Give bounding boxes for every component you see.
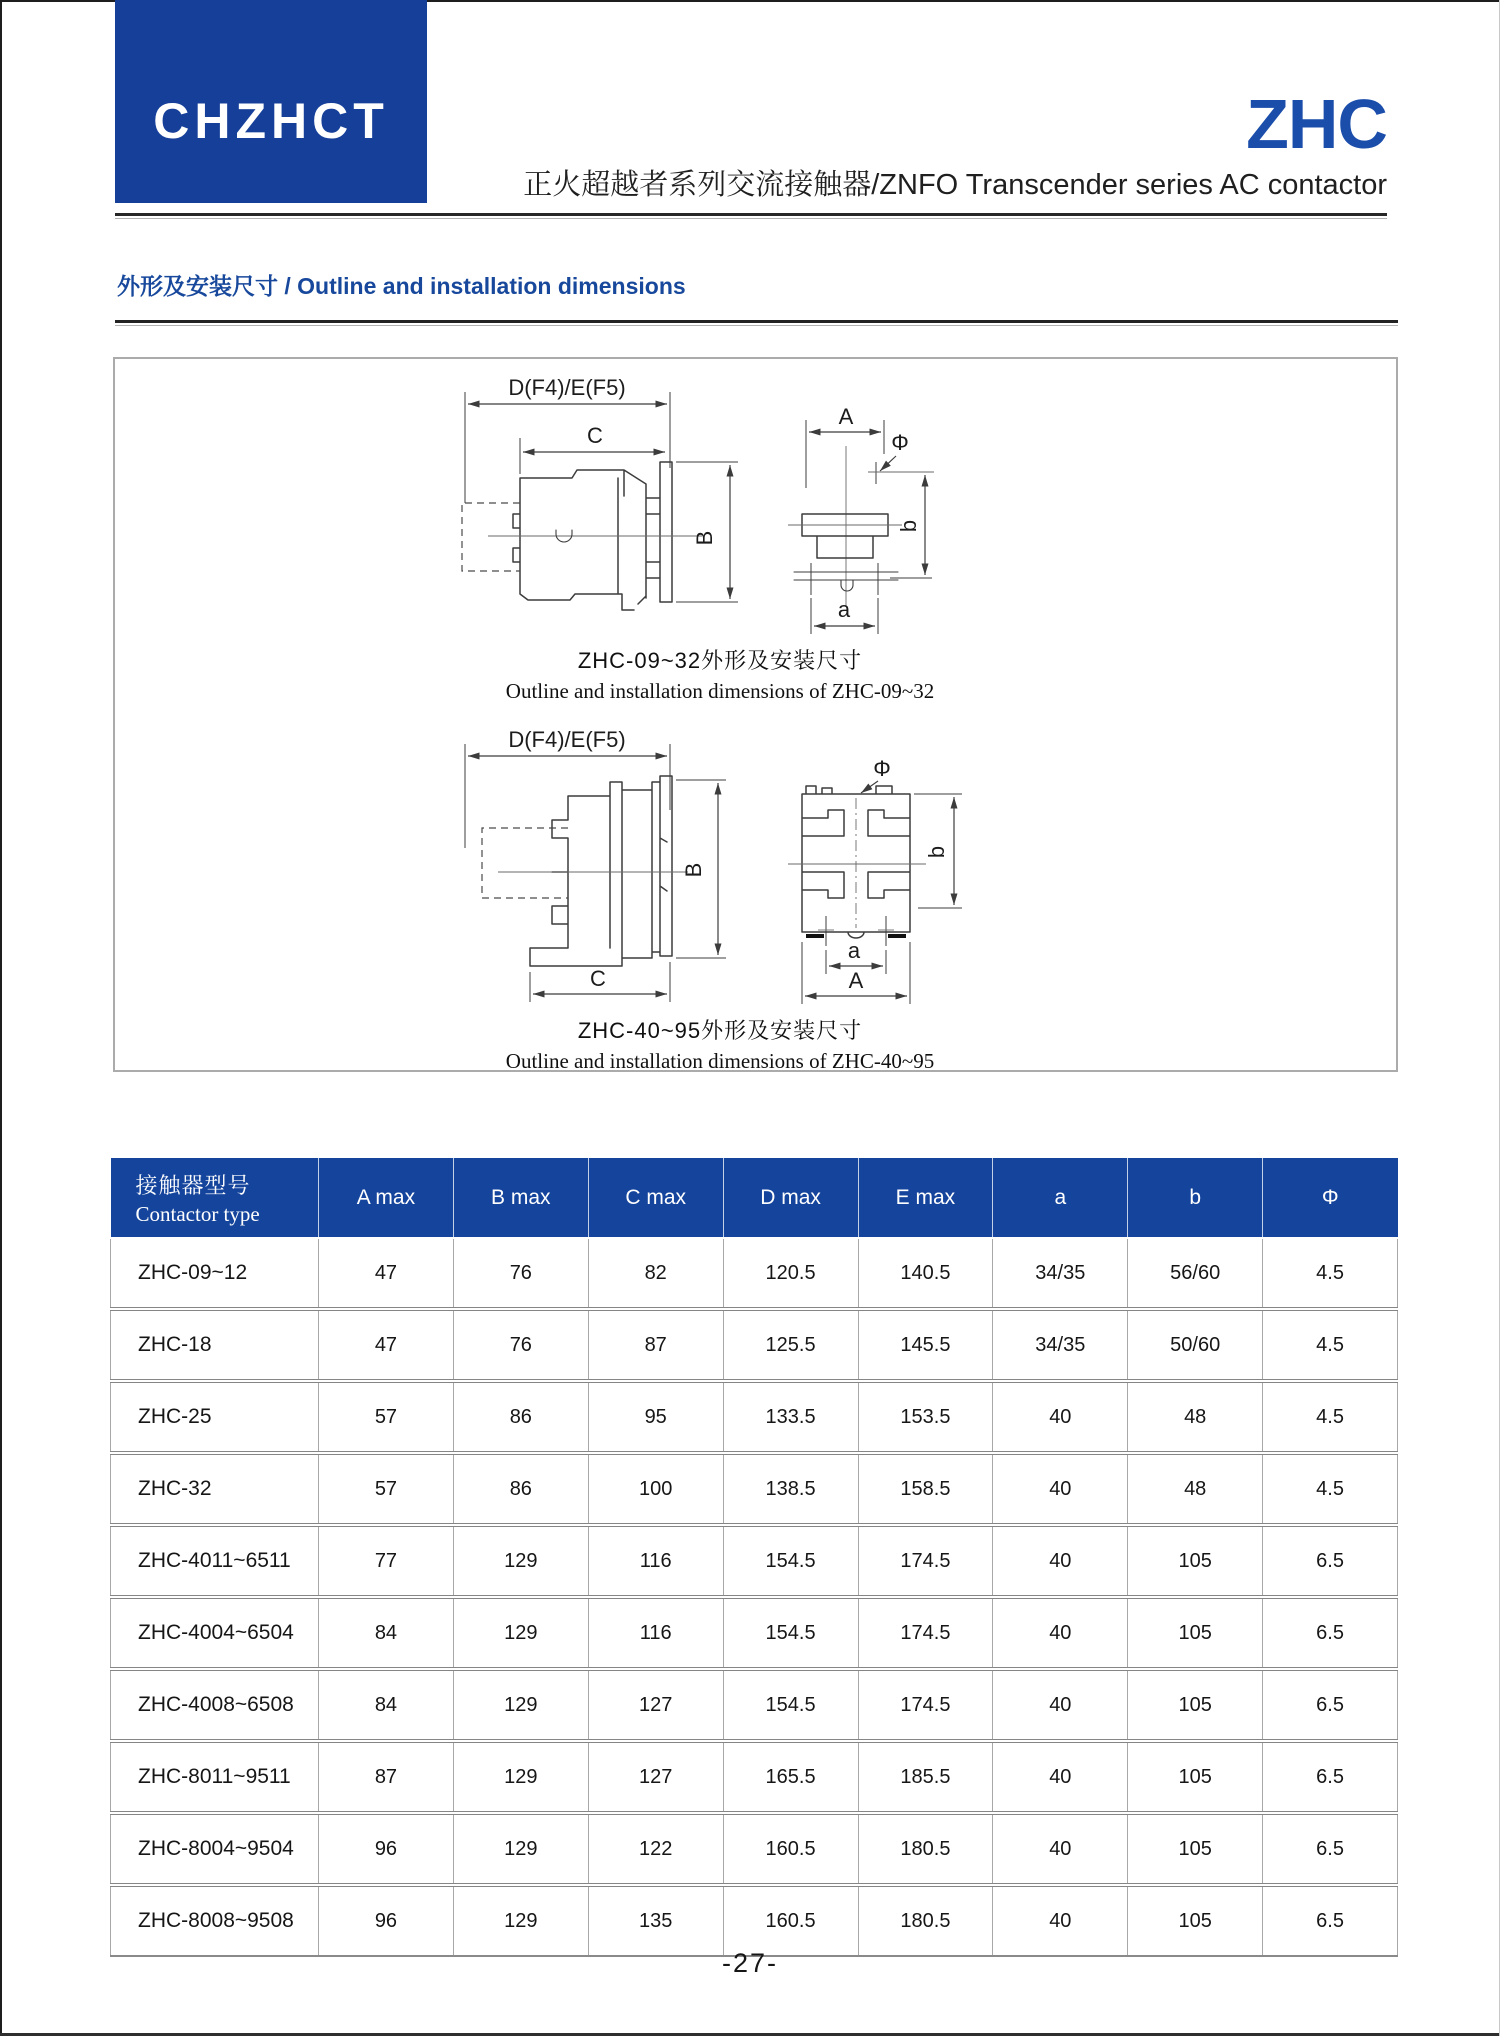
table-row <box>111 1525 1398 1597</box>
outline-drawing-zhc-40-95 <box>370 720 1050 1012</box>
page-number: -27- <box>721 1948 778 1978</box>
dimension-value-cell: 127 <box>588 1669 723 1741</box>
dimension-value-cell: 57 <box>319 1381 454 1453</box>
dimension-value-cell: 40 <box>993 1885 1128 1956</box>
dimension-value-cell: 129 <box>453 1813 588 1885</box>
dimension-value-cell: 56/60 <box>1128 1238 1263 1309</box>
column-header: A max <box>319 1158 454 1238</box>
contactor-type-cell: ZHC-4004~6504 <box>111 1597 319 1669</box>
dimension-value-cell: 47 <box>319 1238 454 1309</box>
dimension-value-cell: 105 <box>1128 1525 1263 1597</box>
column-header-contactor-type <box>111 1158 319 1238</box>
column-header-zh: 接触器型号 <box>135 1172 251 1198</box>
dimension-value-cell: 165.5 <box>723 1741 858 1813</box>
dimension-value-cell: 40 <box>993 1669 1128 1741</box>
dimension-value-cell: 6.5 <box>1263 1597 1398 1669</box>
dimension-value-cell: 129 <box>453 1885 588 1956</box>
brand-logo-text: CHZHCT <box>153 93 389 149</box>
dimension-value-cell: 6.5 <box>1263 1669 1398 1741</box>
table-row <box>111 1238 1398 1309</box>
dimension-value-cell: 158.5 <box>858 1453 993 1525</box>
dimension-value-cell: 40 <box>993 1741 1128 1813</box>
section-rule-shadow <box>115 325 1398 326</box>
dimension-value-cell: 40 <box>993 1597 1128 1669</box>
dimension-value-cell: 153.5 <box>858 1381 993 1453</box>
contactor-type-cell: ZHC-4011~6511 <box>111 1525 319 1597</box>
dimension-value-cell: 105 <box>1128 1741 1263 1813</box>
dim-label-d2-top-width: D(F4)/E(F5) <box>508 727 626 752</box>
dimension-value-cell: 34/35 <box>993 1309 1128 1381</box>
dimension-value-cell: 145.5 <box>858 1309 993 1381</box>
dimension-value-cell: 87 <box>588 1309 723 1381</box>
dim-label-d2-body-height: B <box>681 862 706 878</box>
dimension-value-cell: 125.5 <box>723 1309 858 1381</box>
dimension-value-cell: 47 <box>319 1309 454 1381</box>
table-header-row <box>111 1158 1398 1238</box>
dimension-value-cell: 95 <box>588 1381 723 1453</box>
contactor-type-cell: ZHC-8011~9511 <box>111 1741 319 1813</box>
caption-en: Outline and installation dimensions of ZHC-40~95 <box>505 1049 935 1073</box>
product-series-title: ZHC <box>1246 85 1387 163</box>
dimension-value-cell: 105 <box>1128 1597 1263 1669</box>
dimension-value-cell: 129 <box>453 1597 588 1669</box>
dimension-value-cell: 4.5 <box>1263 1453 1398 1525</box>
page-edge-left <box>0 0 2 2036</box>
column-header: b <box>1128 1158 1263 1238</box>
dim-label-d1-mount-width: A <box>838 404 854 429</box>
dimension-value-cell: 129 <box>453 1525 588 1597</box>
dimension-value-cell: 160.5 <box>723 1813 858 1885</box>
dimension-value-cell: 6.5 <box>1263 1741 1398 1813</box>
section-title: 外形及安装尺寸 / Outline and installation dimensions <box>117 273 686 299</box>
dim-label-d2-hole-dia: Φ <box>873 756 891 781</box>
dimension-value-cell: 154.5 <box>723 1597 858 1669</box>
dimension-value-cell: 34/35 <box>993 1238 1128 1309</box>
contactor-type-cell: ZHC-8008~9508 <box>111 1885 319 1956</box>
dimension-value-cell: 180.5 <box>858 1885 993 1956</box>
dimension-value-cell: 138.5 <box>723 1453 858 1525</box>
dimension-value-cell: 120.5 <box>723 1238 858 1309</box>
dimension-value-cell: 57 <box>319 1453 454 1525</box>
caption-zh: ZHC-09~32外形及安装尺寸 <box>577 648 863 673</box>
dim-label-d1-top-width: D(F4)/E(F5) <box>508 375 626 400</box>
column-header: B max <box>453 1158 588 1238</box>
dimension-value-cell: 48 <box>1128 1453 1263 1525</box>
dimension-value-cell: 4.5 <box>1263 1381 1398 1453</box>
table-row <box>111 1597 1398 1669</box>
column-header-en: Contactor type <box>135 1201 260 1226</box>
dimension-value-cell: 133.5 <box>723 1381 858 1453</box>
dimension-value-cell: 82 <box>588 1238 723 1309</box>
dimension-value-cell: 86 <box>453 1381 588 1453</box>
dimension-value-cell: 100 <box>588 1453 723 1525</box>
table-row <box>111 1813 1398 1885</box>
dimension-value-cell: 76 <box>453 1309 588 1381</box>
caption-zh: ZHC-40~95外形及安装尺寸 <box>577 1018 863 1043</box>
dimension-value-cell: 84 <box>319 1669 454 1741</box>
dim-label-d2-body-width: C <box>590 966 606 991</box>
contactor-type-cell: ZHC-25 <box>111 1381 319 1453</box>
dimension-value-cell: 116 <box>588 1525 723 1597</box>
dim-label-d2-mount-width: A <box>848 968 864 993</box>
dimension-value-cell: 174.5 <box>858 1525 993 1597</box>
dim-label-d1-hole-dia: Φ <box>891 430 909 455</box>
dimension-value-cell: 77 <box>319 1525 454 1597</box>
header-rule <box>115 213 1387 216</box>
dimension-value-cell: 185.5 <box>858 1741 993 1813</box>
column-header: E max <box>858 1158 993 1238</box>
dimension-value-cell: 50/60 <box>1128 1309 1263 1381</box>
dimension-value-cell: 84 <box>319 1597 454 1669</box>
contactor-type-cell: ZHC-4008~6508 <box>111 1669 319 1741</box>
dim-label-d2-spacing-a: a <box>847 938 861 963</box>
dimension-value-cell: 127 <box>588 1741 723 1813</box>
dim-label-d1-body-height: B <box>692 530 717 546</box>
table-row <box>111 1885 1398 1956</box>
dimension-value-cell: 76 <box>453 1238 588 1309</box>
dimension-value-cell: 105 <box>1128 1813 1263 1885</box>
contactor-type-cell: ZHC-09~12 <box>111 1238 319 1309</box>
dimension-value-cell: 129 <box>453 1669 588 1741</box>
dim-label-d2-spacing-b: b <box>924 845 949 859</box>
dimension-value-cell: 40 <box>993 1381 1128 1453</box>
dimension-value-cell: 154.5 <box>723 1669 858 1741</box>
header-rule-shadow <box>115 218 1387 219</box>
dimension-value-cell: 154.5 <box>723 1525 858 1597</box>
table-row <box>111 1309 1398 1381</box>
column-header: D max <box>723 1158 858 1238</box>
dimension-value-cell: 122 <box>588 1813 723 1885</box>
dimensions-table <box>110 1158 1398 1957</box>
dimension-value-cell: 135 <box>588 1885 723 1956</box>
contactor-type-cell: ZHC-32 <box>111 1453 319 1525</box>
dimension-value-cell: 140.5 <box>858 1238 993 1309</box>
header-subtitle: 正火超越者系列交流接触器/ZNFO Transcender series AC contactor <box>523 169 1387 201</box>
dimension-value-cell: 116 <box>588 1597 723 1669</box>
dim-label-d1-spacing-b: b <box>896 519 921 533</box>
caption-zhc-40-95 <box>370 1014 1070 1074</box>
contactor-type-cell: ZHC-8004~9504 <box>111 1813 319 1885</box>
dim-label-d1-body-width: C <box>587 423 603 448</box>
dimension-value-cell: 6.5 <box>1263 1525 1398 1597</box>
table-row <box>111 1741 1398 1813</box>
table-row <box>111 1381 1398 1453</box>
dimension-value-cell: 96 <box>319 1885 454 1956</box>
dimension-value-cell: 180.5 <box>858 1813 993 1885</box>
caption-en: Outline and installation dimensions of ZHC-09~32 <box>505 679 935 703</box>
dimension-value-cell: 6.5 <box>1263 1885 1398 1956</box>
dimension-value-cell: 40 <box>993 1453 1128 1525</box>
column-header: Φ <box>1263 1158 1398 1238</box>
dimension-value-cell: 174.5 <box>858 1597 993 1669</box>
table-row <box>111 1453 1398 1525</box>
dimension-value-cell: 4.5 <box>1263 1238 1398 1309</box>
contactor-type-cell: ZHC-18 <box>111 1309 319 1381</box>
dimension-value-cell: 48 <box>1128 1381 1263 1453</box>
dim-label-d1-spacing-a: a <box>837 597 851 622</box>
column-header: C max <box>588 1158 723 1238</box>
brand-logo <box>115 0 427 203</box>
dimension-value-cell: 40 <box>993 1525 1128 1597</box>
column-header: a <box>993 1158 1128 1238</box>
outline-drawing-zhc-09-32 <box>370 366 1050 652</box>
dimension-value-cell: 105 <box>1128 1885 1263 1956</box>
dimension-value-cell: 96 <box>319 1813 454 1885</box>
caption-zhc-09-32 <box>370 644 1070 704</box>
dimension-value-cell: 174.5 <box>858 1669 993 1741</box>
dimension-value-cell: 87 <box>319 1741 454 1813</box>
dimension-value-cell: 6.5 <box>1263 1813 1398 1885</box>
dimension-value-cell: 129 <box>453 1741 588 1813</box>
table-row <box>111 1669 1398 1741</box>
dimension-value-cell: 4.5 <box>1263 1309 1398 1381</box>
dimension-value-cell: 105 <box>1128 1669 1263 1741</box>
dimension-value-cell: 86 <box>453 1453 588 1525</box>
dimension-value-cell: 40 <box>993 1813 1128 1885</box>
section-rule <box>115 320 1398 323</box>
dimension-value-cell: 160.5 <box>723 1885 858 1956</box>
